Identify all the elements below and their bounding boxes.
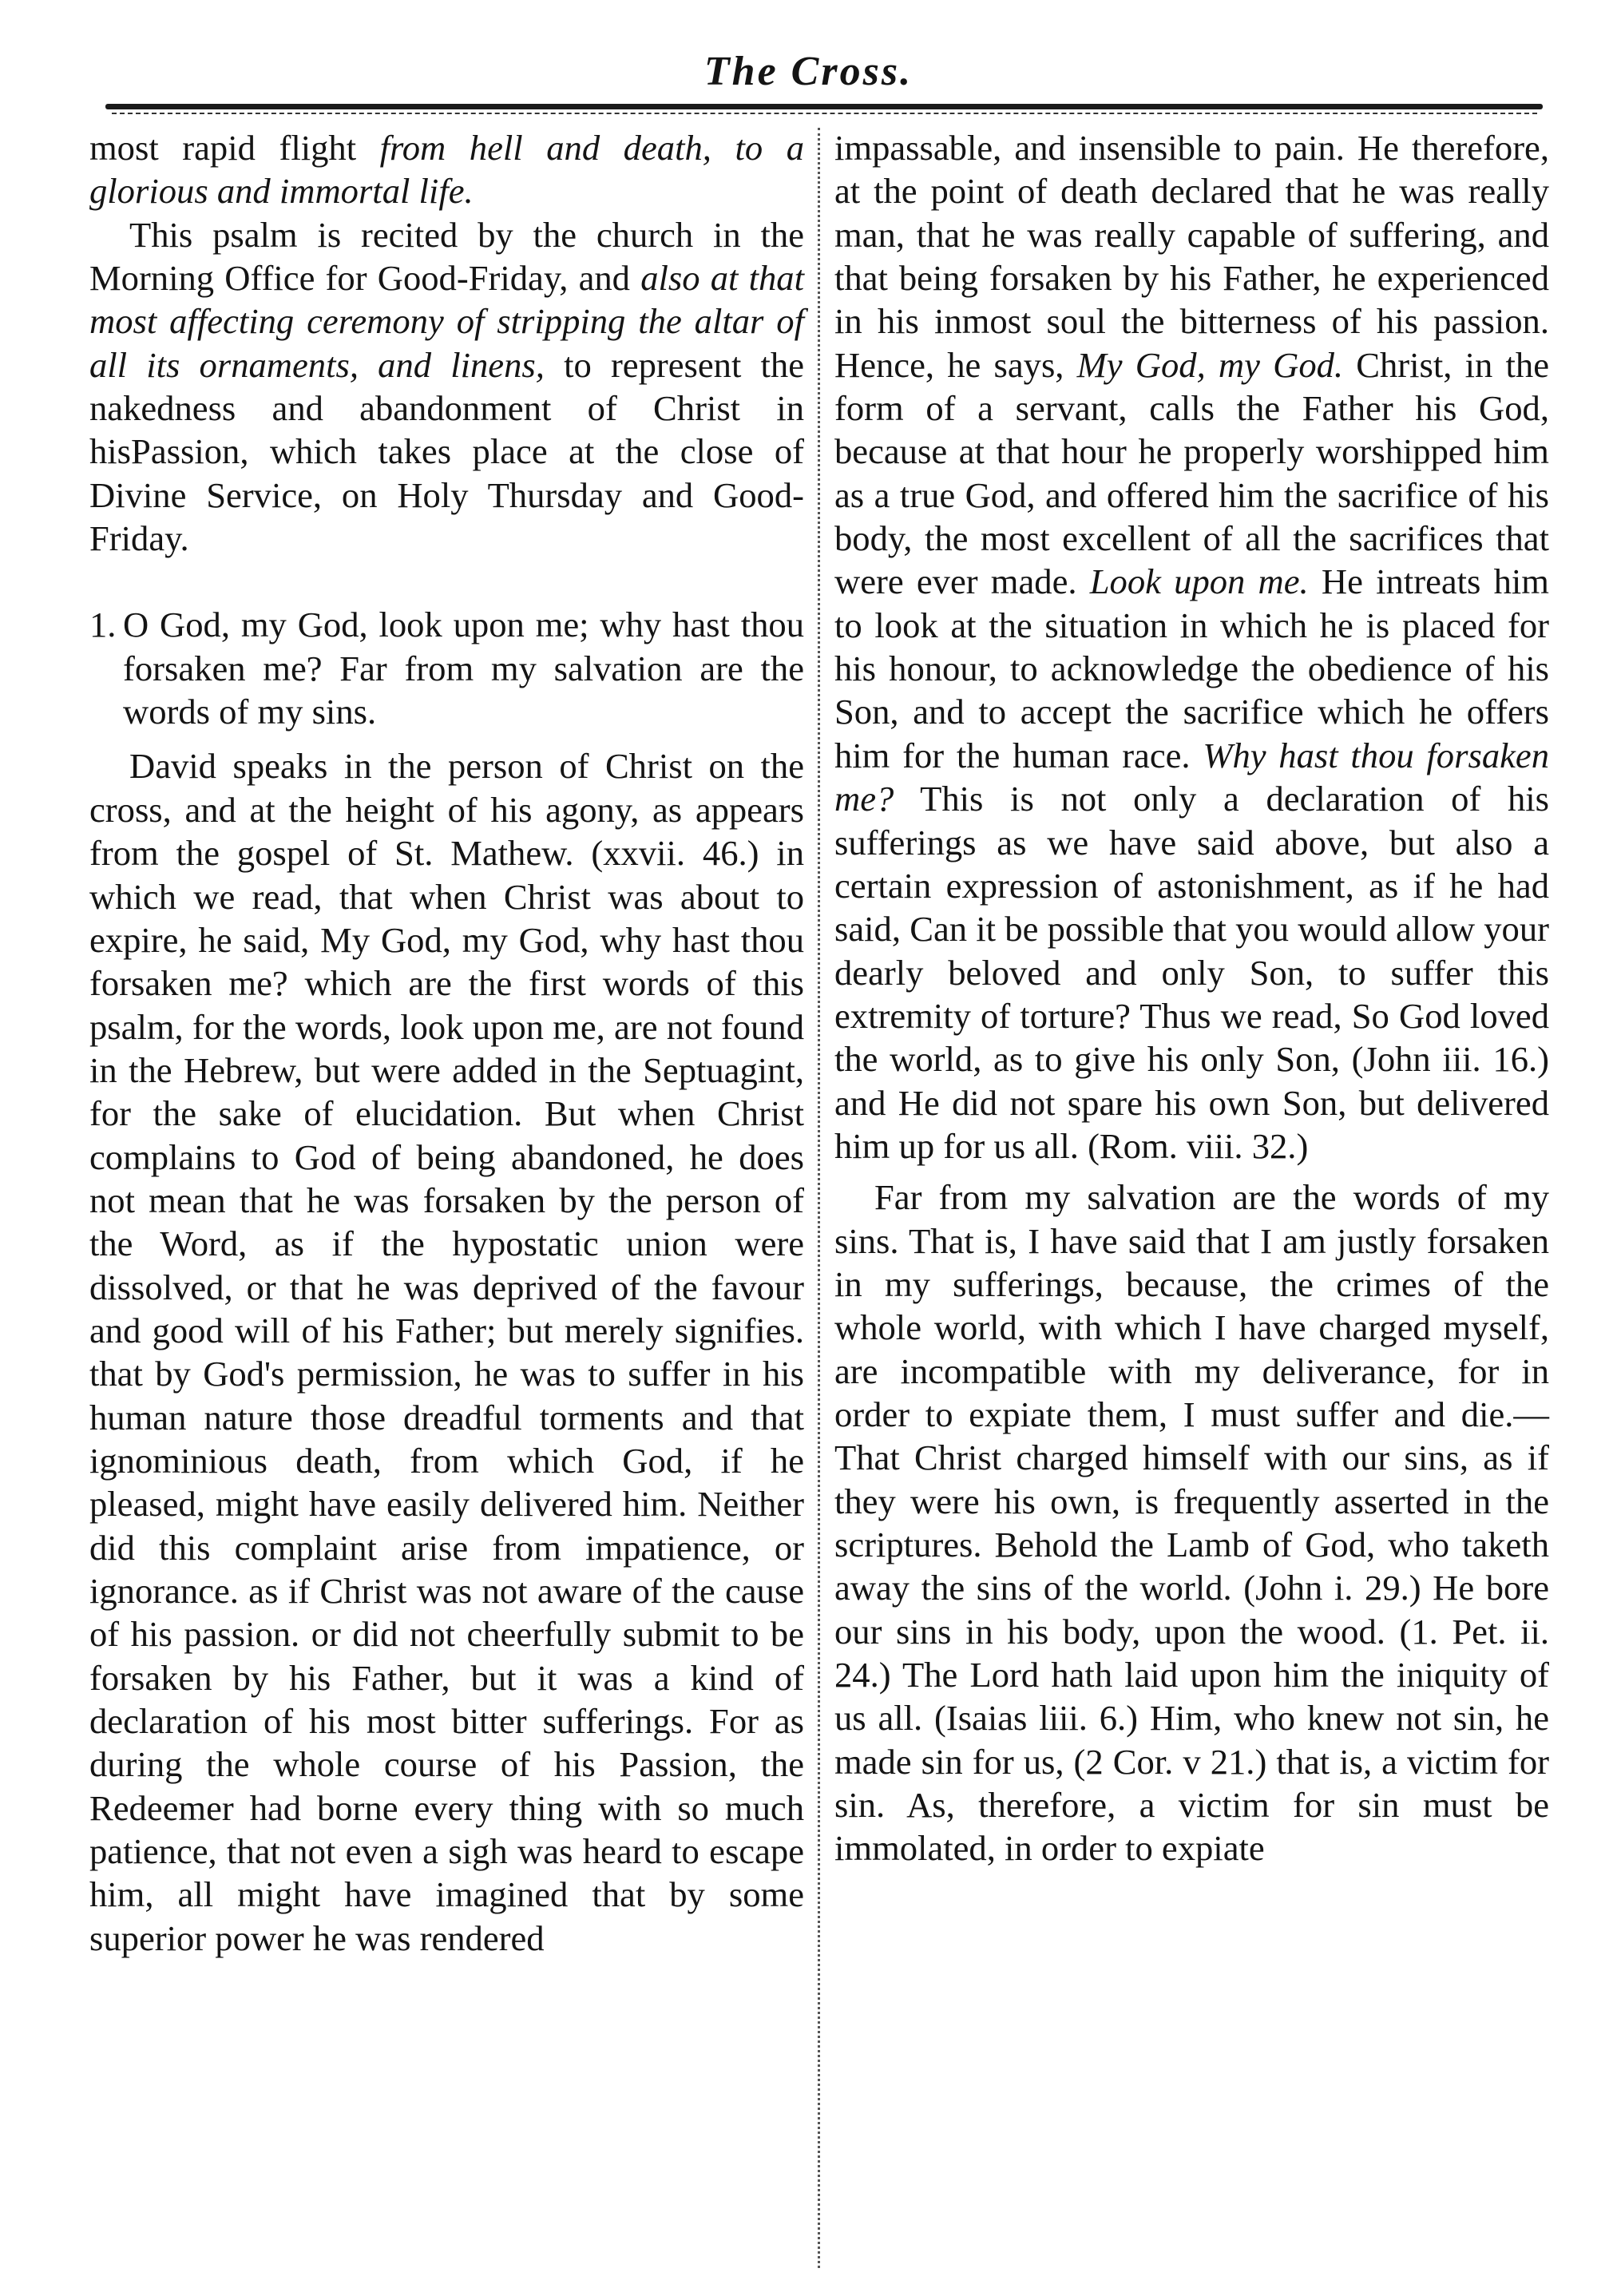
psalm-verse [89,603,804,733]
italic-text: Why hast thou forsaken me? [834,735,1549,819]
header-rule-secondary [112,113,1537,116]
paragraph-text: He intreats him to look at the situation in which he is placed for his honour, to acknowledge the obedience of his Son, and to accept the sacrifice which he offers him for the human race. [834,561,1549,775]
paragraph-1 [89,126,804,213]
paragraph-2 [89,213,804,561]
verse-number: 1. [89,605,117,645]
italic-text: also at that most affecting ceremony of stripping the altar of all its ornaments, and linens, [89,258,804,385]
italic-text: Look upon me. [1089,561,1309,602]
verse-text: O God, my God, look upon me; why hast thou forsaken me? Far from my salvation are the words of my sins. [123,605,804,732]
paragraph-2: Far from my salvation are the words of my sins. That is, I have said that I am justly forsaken in my sufferings, because, the crimes of the whole world, with which I have charged myself, are incompatible with my deliverance, for in order to expiate them, I must suffer and die.—That Christ charged himself with our sins, as if they were his own, is frequently asserted in the scriptures. Behold the Lamb of God, who taketh away the sins of the world. (John i. 29.) He bore our sins in his body, upon the wood. (1. Pet. ii. 24.) The Lord hath laid upon him the iniquity of us all. (Isaias liii. 6.) Him, who knew not sin, he made sin for us, (2 Cor. v 21.) that is, a victim for sin. As, therefore, a victim for sin must be immolated, in order to expiate [834,1177,1549,1869]
paragraph-text: This is not only a declaration of his sufferings as we have said above, but also a certain expression of astonishment, as if he had said, Can it be possible that you would allow your dearly beloved and only Son, to suffer this extremity of torture? Thus we read, So God loved the world, as to give his only Son, (John iii. 16.) and He did not spare his own Son, but delivered him up for us all. (Rom. viii. 32.) [834,779,1549,1166]
paragraph-text: This psalm is recited by the church in the Morning Office for Good-Friday, and [89,214,804,299]
paragraph-text: most rapid flight [89,128,380,168]
italic-text: My God, my God. [1076,344,1344,385]
spacer [89,560,804,603]
paragraph-text: impassable, and insensible to pain. He therefore, at the point of death declared that he was really man, that he was really capable of suffering, and that being forsaken by his Father, he experienced in his inmost soul the bitterness of his passion. Hence, he says, [834,128,1549,385]
right-column [834,126,1549,1870]
running-title: The Cross. [703,49,914,94]
paragraph-text: Christ, in the form of a servant, calls the Father his God, because at that hour he properly worshipped him as a true God, and offered him the sacrifice of his body, the most excellent of all the sacrifices that were ever made. [834,344,1549,602]
italic-text: from hell and death, to a glorious and immortal life. [89,128,805,212]
commentary-paragraph: David speaks in the person of Christ on the cross, and at the height of his agony, as appears from the gospel of St. Mathew. (xxvii. 46.) in which we read, that when Christ was about to expire, he said, My God, my God, why hast thou forsaken me? which are the first words of this psalm, for the words, look upon me, are not found in the Hebrew, but were added in the Septuagint, for the sake of elucidation. But when Christ complains to God of being abandoned, he does not mean that he was forsaken by the person of the Word, as if the hypostatic union were dissolved, or that he was deprived of the favour and good will of his Father; but merely signifies. that by God's permission, he was to suffer in his human nature those dreadful torments and that ignominious death, from which God, if he pleased, might have easily delivered him. Neither did this complaint arise from impatience, or ignorance. as if Christ was not aware of the cause of his passion. or did not cheerfully submit to be forsaken by his Father, but it was a kind of declaration of his most bitter sufferings. For as during the whole course of his Passion, the Redeemer had borne every thing with so much patience, that not even a sigh was heard to escape him, all might have imagined that by some superior power he was rendered [89,746,804,1958]
left-column [89,126,804,1960]
page-header [0,48,1617,95]
header-rule [105,104,1543,109]
paragraph-1 [834,126,1549,1168]
paragraph-text: to represent the nakedness and abandonment of Christ in hisPassion, which takes place at the close of Divine Service, on Holy Thursday and Good-Friday. [89,344,805,559]
column-divider [818,128,820,2268]
